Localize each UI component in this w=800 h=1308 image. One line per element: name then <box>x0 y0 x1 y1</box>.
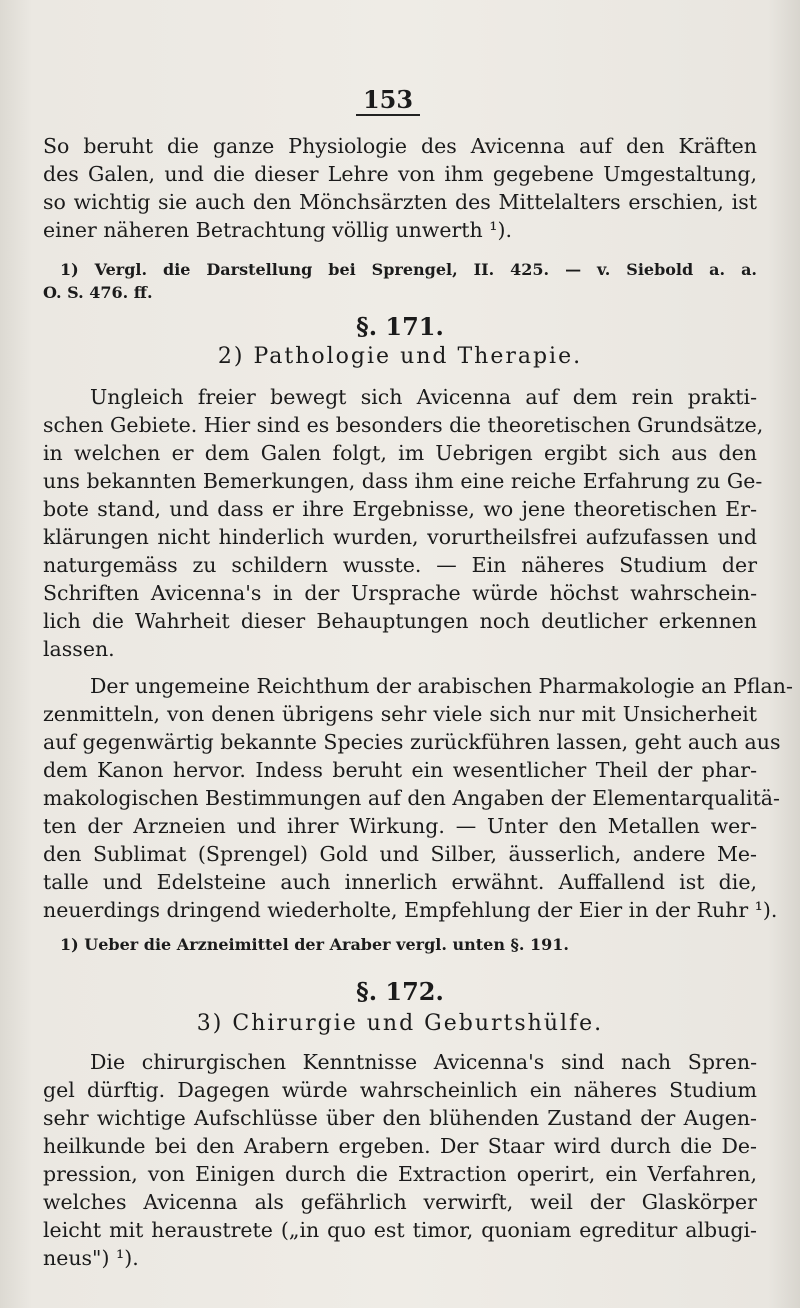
text-line: makologischen Bestimmungen auf den Angaben der Elementarqualitä- <box>43 786 780 810</box>
text-line: bote stand, und dass er ihre Ergebnisse, wo jene theoretischen Er- <box>43 497 757 521</box>
text-line: pression, von Einigen durch die Extraction operirt, ein Verfahren, <box>43 1162 757 1186</box>
text-line: Ungleich freier bewegt sich Avicenna auf dem rein prakti- <box>90 385 757 409</box>
text-line: Die chirurgischen Kenntnisse Avicenna's sind nach Spren- <box>90 1050 757 1074</box>
text-line: So beruht die ganze Physiologie des Avicenna auf den Kräften <box>43 134 757 158</box>
text-line: des Galen, und die dieser Lehre von ihm gegebene Umgestaltung, <box>43 162 757 186</box>
text-line: neus") ¹). <box>43 1246 139 1270</box>
text-line: heilkunde bei den Arabern ergeben. Der Staar wird durch die De- <box>43 1134 757 1158</box>
text-line: dem Kanon hervor. Indess beruht ein wesentlicher Theil der phar- <box>43 758 757 782</box>
section-number: §. 171. <box>356 312 444 341</box>
text-line: auf gegenwärtig bekannte Species zurückführen lassen, geht auch aus <box>43 730 781 754</box>
text-line: talle und Edelsteine auch innerlich erwähnt. Auffallend ist die, <box>43 870 757 894</box>
text-line: lich die Wahrheit dieser Behauptungen noch deutlicher erkennen <box>43 609 757 633</box>
text-line: Schriften Avicenna's in der Ursprache würde höchst wahrschein- <box>43 581 757 605</box>
footnote-line: 1) Ueber die Arzneimittel der Araber vergl. unten §. 191. <box>60 935 569 954</box>
text-line: klärungen nicht hinderlich wurden, vorurtheilsfrei aufzufassen und <box>43 525 757 549</box>
text-line: den Sublimat (Sprengel) Gold und Silber, äusserlich, andere Me- <box>43 842 757 866</box>
text-line: ten der Arzneien und ihrer Wirkung. — Unter den Metallen wer- <box>43 814 757 838</box>
section-number: §. 172. <box>356 977 444 1006</box>
text-line: schen Gebiete. Hier sind es besonders die theoretischen Grundsätze, <box>43 413 764 437</box>
text-line: zenmitteln, von denen übrigens sehr viele sich nur mit Unsicherheit <box>43 702 757 726</box>
text-line: Der ungemeine Reichthum der arabischen Pharmakologie an Pflan- <box>90 674 793 698</box>
text-line: neuerdings dringend wiederholte, Empfehlung der Eier in der Ruhr ¹). <box>43 898 778 922</box>
text-line: sehr wichtige Aufschlüsse über den blühenden Zustand der Augen- <box>43 1106 757 1130</box>
text-line: uns bekannten Bemerkungen, dass ihm eine reiche Erfahrung zu Ge- <box>43 469 763 493</box>
section-title: 2) Pathologie und Therapie. <box>217 344 583 369</box>
text-line: lassen. <box>43 637 115 661</box>
text-line: welches Avicenna als gefährlich verwirft, weil der Glaskörper <box>43 1190 757 1214</box>
section-title: 3) Chirurgie und Geburtshülfe. <box>196 1011 604 1036</box>
text-line: leicht mit heraustrete („in quo est timor, quoniam egreditur albugi- <box>43 1218 757 1242</box>
text-line: in welchen er dem Galen folgt, im Uebrigen ergibt sich aus den <box>43 441 757 465</box>
page-number: 153 <box>356 86 420 116</box>
footnote-line: 1) Vergl. die Darstellung bei Sprengel, II. 425. — v. Siebold a. a. <box>60 260 757 279</box>
text-line: gel dürftig. Dagegen würde wahrscheinlich ein näheres Studium <box>43 1078 757 1102</box>
footnote-line: O. S. 476. ff. <box>43 283 153 302</box>
text-line: so wichtig sie auch den Mönchsärzten des Mittelalters erschien, ist <box>43 190 757 214</box>
text-line: einer näheren Betrachtung völlig unwerth ¹). <box>43 218 512 242</box>
text-line: naturgemäss zu schildern wusste. — Ein näheres Studium der <box>43 553 757 577</box>
